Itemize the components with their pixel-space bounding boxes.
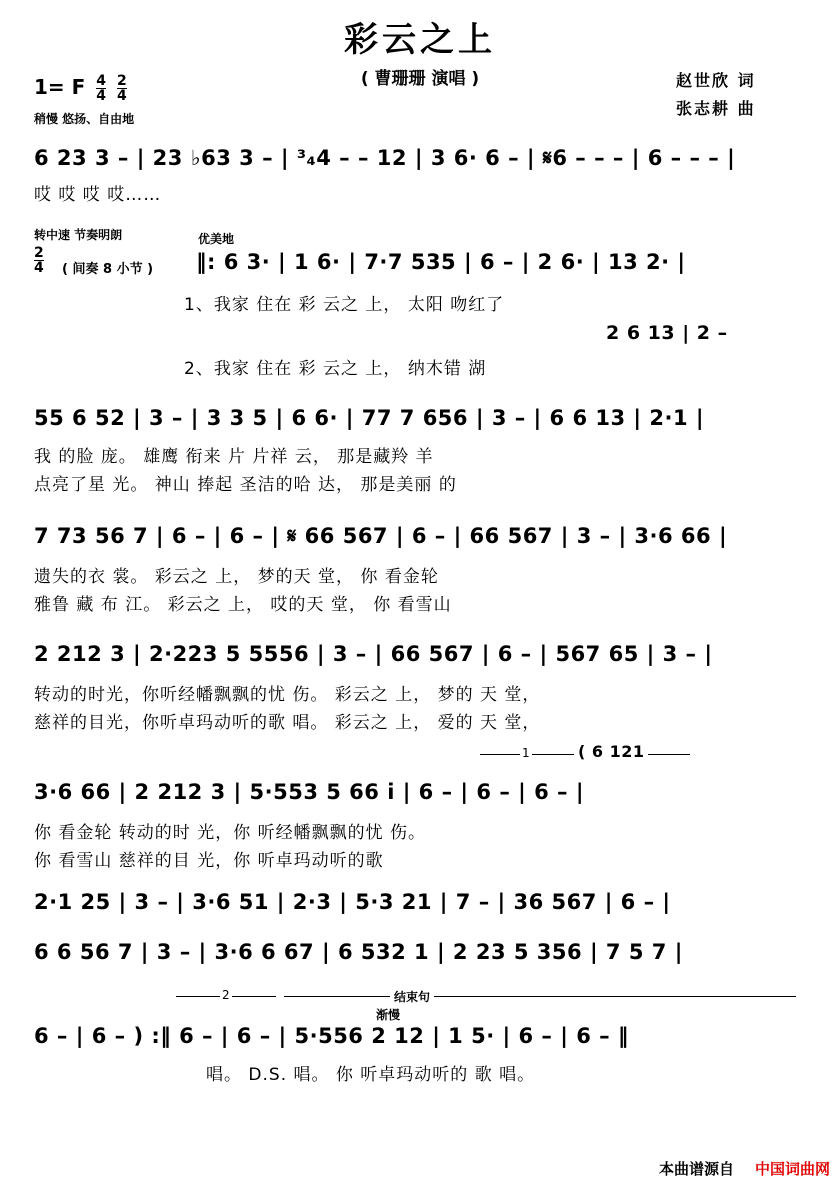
notation-row-5: 2 212 3 | 2·223 5 5556 | 3 – | 66 567 | 6 – | 567 65 | 3 – |	[34, 642, 713, 666]
notation-row-2-alt: 2 6 13 | 2 –	[606, 322, 728, 344]
volta-1-notes: ( 6 121	[574, 742, 648, 761]
lyric-row-2-verse-1: 1、我家 住在 彩 云之 上， 太阳 吻红了	[184, 295, 505, 315]
notation-row-3: 55 6 52 | 3 – | 3 3 5 | 6 6· | 77 7 656 | 3 – | 6 6 13 | 2·1 |	[34, 406, 705, 430]
volta-1-label: 1	[522, 746, 530, 760]
section2-interlude: ( 间奏 8 小节 )	[62, 262, 154, 277]
lyric-row-4-verse-1: 遗失的衣 裳。 彩云之 上， 梦的天 堂， 你 看金轮	[34, 567, 439, 587]
lyric-row-2-verse-2: 2、我家 住在 彩 云之 上， 纳木错 湖	[184, 359, 487, 379]
lyric-row-9: 唱。 D.S. 唱。 你 听卓玛动听的 歌 唱。	[206, 1065, 536, 1085]
page-title: 彩云之上	[344, 20, 496, 60]
lyric-row-4-verse-2: 雅鲁 藏 布 江。 彩云之 上， 哎的天 堂， 你 看雪山	[34, 595, 452, 615]
composer-credit: 张志耕 曲	[676, 99, 756, 118]
ending-tempo: 渐慢	[376, 1008, 401, 1022]
lyric-row-5-verse-1: 转动的时光，你听经幡飘飘的忧 伤。 彩云之 上， 梦的 天 堂，	[34, 685, 541, 705]
lyric-row-5-verse-2: 慈祥的目光，你听卓玛动听的歌 唱。 彩云之 上， 爱的 天 堂，	[34, 713, 541, 733]
notation-row-9: 6 – | 6 – ) :‖ 6 – | 6 – | 5·556 2 12 | 1 5· | 6 – | 6 – ‖	[34, 1024, 629, 1048]
notation-row-7: 2·1 25 | 3 – | 3·6 51 | 2·3 | 5·3 21 | 7 – | 36 567 | 6 – |	[34, 890, 671, 914]
section2-time-signature: $\frac{2}{4}$	[34, 245, 44, 276]
key-label: 1= F	[34, 75, 86, 99]
notation-row-6: 3·6 66 | 2 212 3 | 5·553 5 66 i | 6 – | 6 – | 6 – |	[34, 780, 585, 804]
footer-source-label: 本曲谱源自	[658, 1160, 734, 1178]
tempo-intro: 稍慢 悠扬、自由地	[34, 112, 135, 126]
section2-tempo: 转中速 节奏明朗	[34, 228, 123, 242]
notation-row-8: 6 6 56 7 | 3 – | 3·6 6 67 | 6 532 1 | 2 23 5 356 | 7 5 7 |	[34, 940, 683, 964]
lyric-row-1: 哎 哎 哎 哎……	[34, 185, 162, 205]
lyric-row-3-verse-2: 点亮了星 光。 神山 捧起 圣洁的哈 达， 那是美丽 的	[34, 475, 457, 495]
section2-expression: 优美地	[198, 232, 235, 246]
time-signature-2: $\frac{2}{4}$	[117, 73, 127, 104]
volta-2-label: 2	[222, 988, 230, 1002]
ending-label: 结束句	[390, 988, 434, 1005]
notation-row-4: 7 73 56 7 | 6 – | 6 – | 𝄋 66 567 | 6 – | 66 567 | 3 – | 3·6 66 |	[34, 524, 728, 548]
lyricist-credit: 赵世欣 词	[676, 71, 756, 90]
time-signature-1: $\frac{4}{4}$	[96, 73, 107, 104]
notation-row-2: ‖: 6 3· | 1 6· | 7·7 535 | 6 – | 2 6· | 13 2· |	[196, 250, 686, 274]
singer-credit: ( 曹珊珊 演唱 )	[360, 69, 480, 89]
ending-bracket	[284, 996, 796, 997]
lyric-row-6-verse-1: 你 看金轮 转动的时 光，你 听经幡飘飘的忧 伤。	[34, 823, 427, 843]
key-signature	[34, 74, 127, 103]
lyric-row-3-verse-1: 我 的脸 庞。 雄鹰 衔来 片 片祥 云， 那是藏羚 羊	[34, 447, 434, 467]
footer-site-link[interactable]: 中国词曲网	[754, 1160, 830, 1178]
notation-row-1: 6 23 3 – | 23 ♭63 3 – | ³₄4 – – 12 | 3 6· 6 – | 𝄋6 – – – | 6 – – – |	[34, 146, 736, 170]
lyric-row-6-verse-2: 你 看雪山 慈祥的目 光，你 听卓玛动听的歌	[34, 851, 384, 871]
